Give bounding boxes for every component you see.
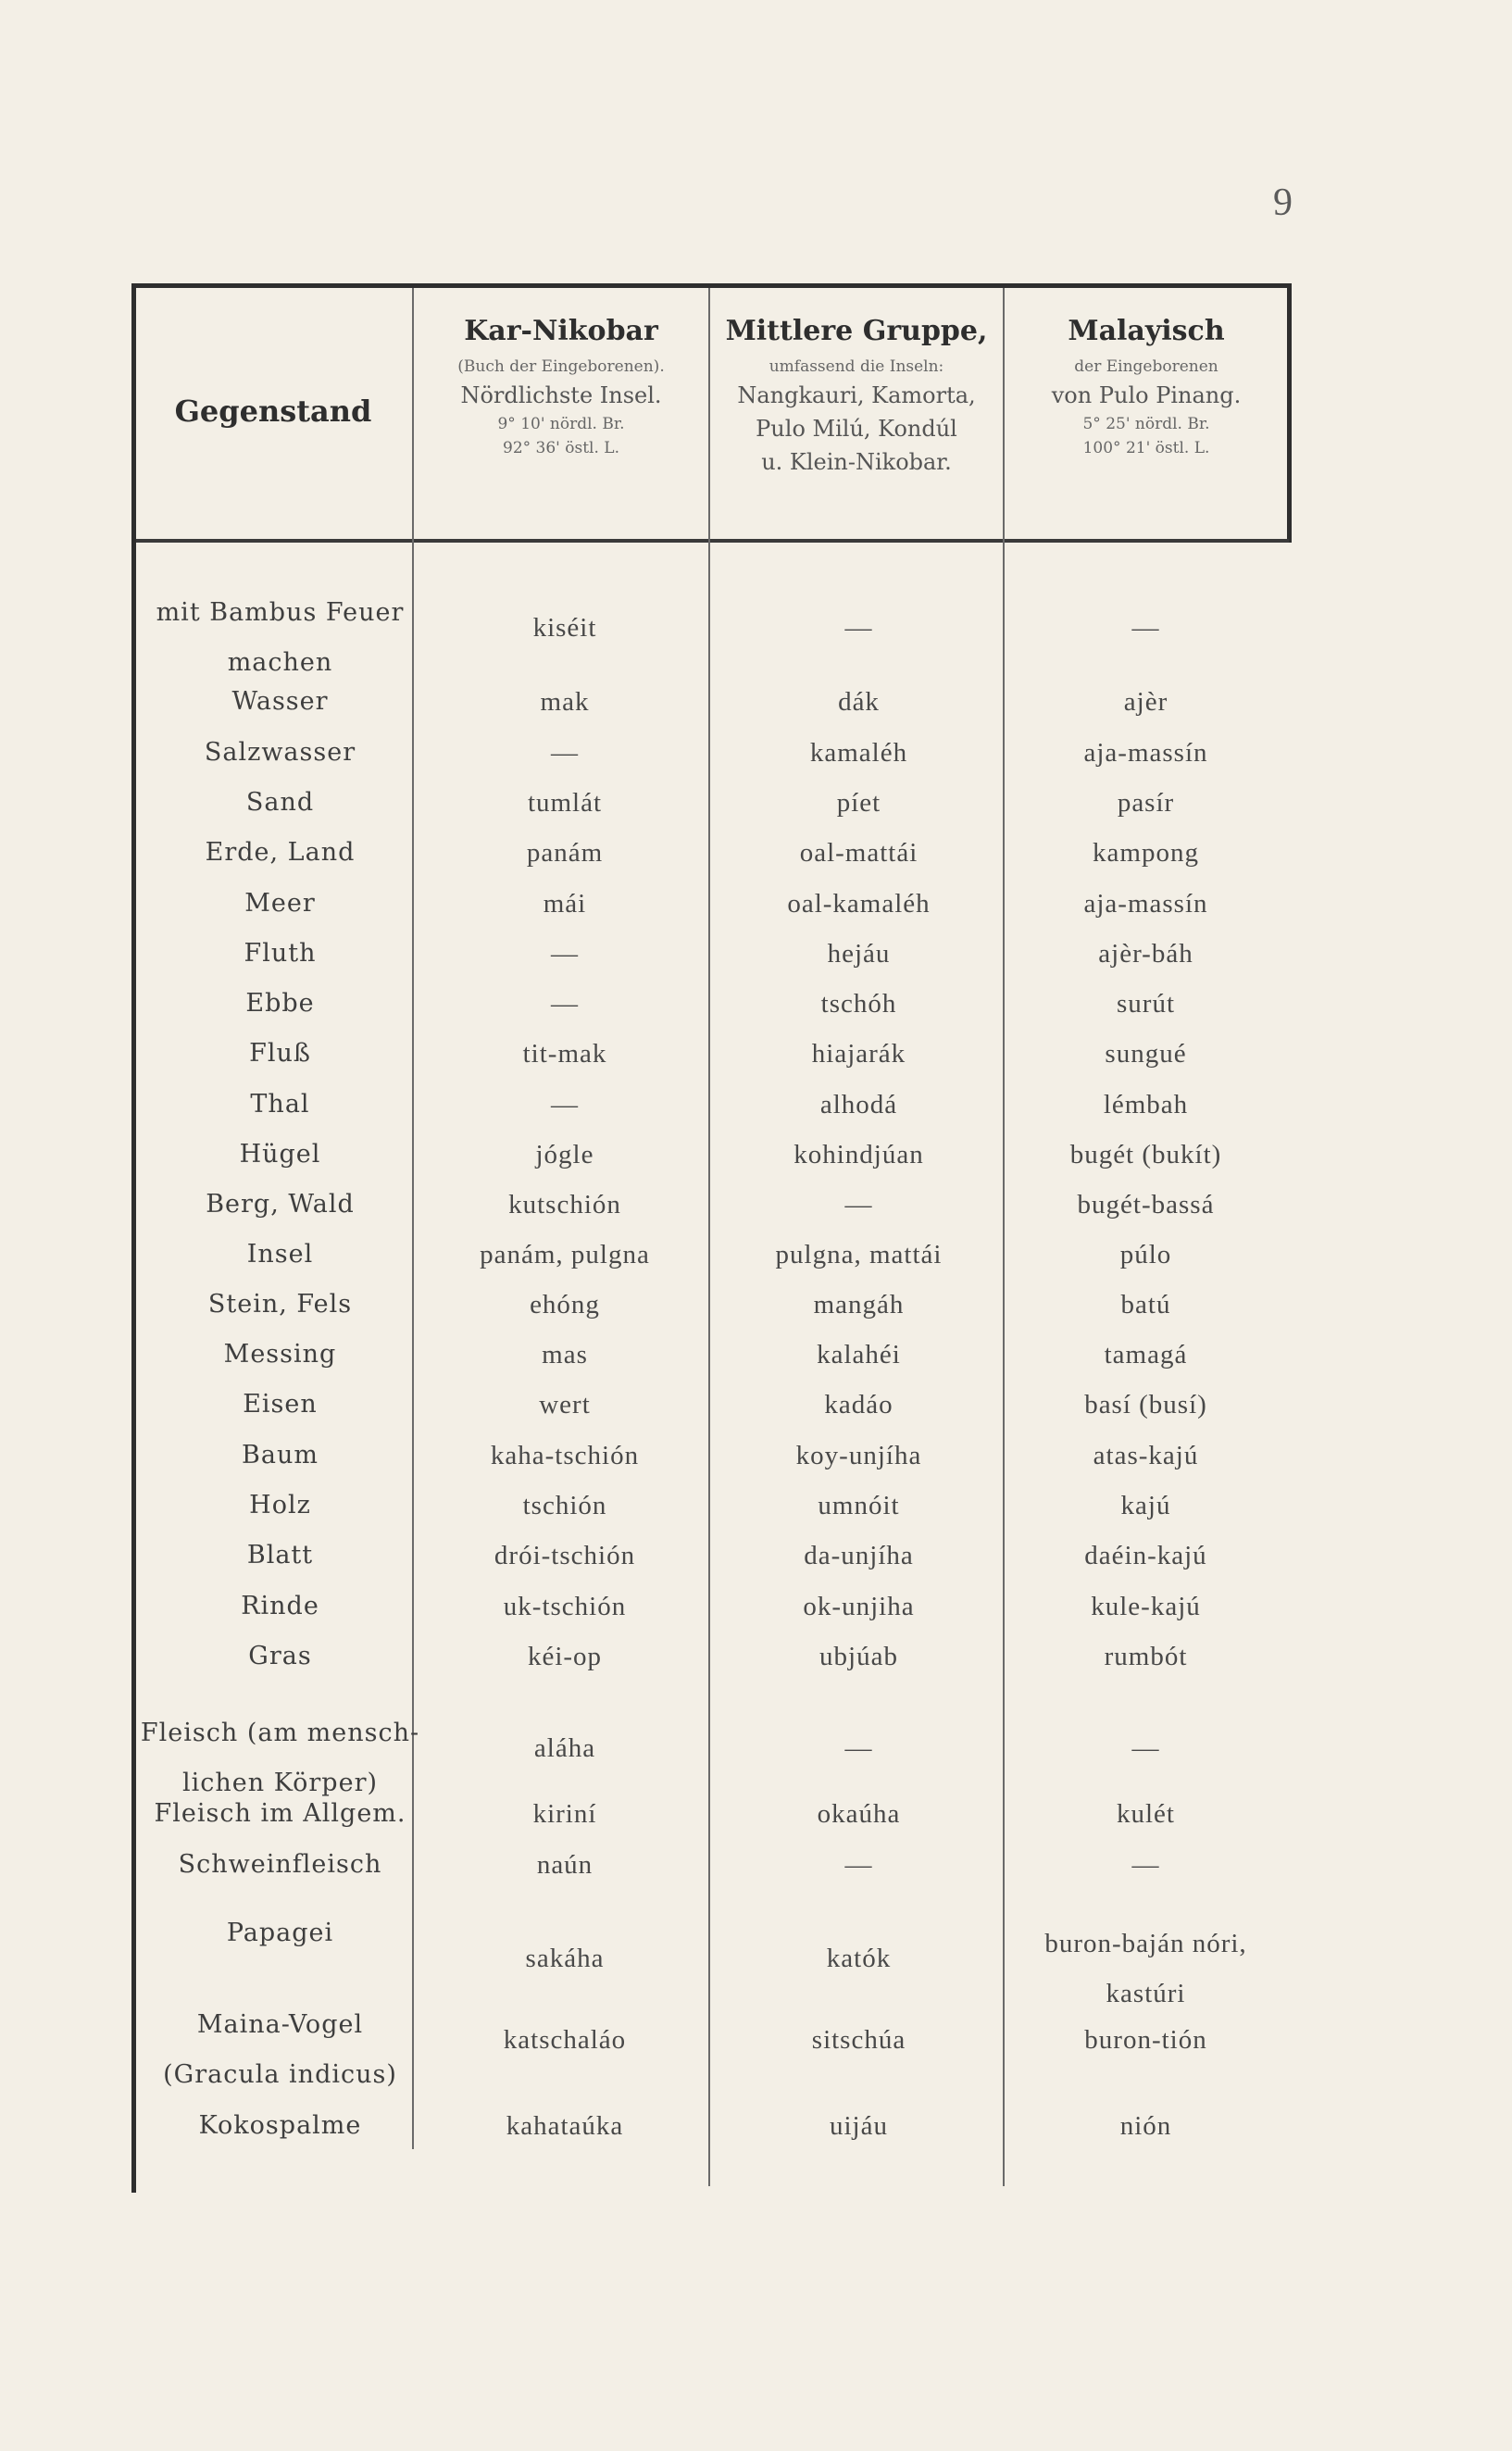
mittlere-gruppe-cell: oal-kamaléh: [787, 889, 931, 919]
kar-nikobar-cell: kaha-tschión: [490, 1441, 640, 1470]
kar-nikobar-cell: aláha: [533, 1733, 596, 1763]
malayisch-cell: tamagá: [1104, 1340, 1188, 1369]
kar-nikobar-cell: mái: [543, 889, 587, 919]
subject-cell: Salzwasser: [204, 738, 356, 767]
malayisch-cell: —: [1131, 1850, 1160, 1880]
malayisch-cell: basí (busí): [1084, 1390, 1207, 1419]
mittlere-gruppe-header: [713, 315, 1000, 479]
malayisch-cell: [1005, 1919, 1287, 2019]
kar-nikobar-cell: jógle: [535, 1140, 594, 1169]
kar-nikobar-cell: mas: [542, 1340, 588, 1369]
subject-cell: Fluß: [249, 1039, 311, 1068]
subject-cell: Holz: [249, 1491, 311, 1519]
subject-cell: Baum: [242, 1441, 319, 1469]
subject-cell: [139, 1708, 421, 1808]
kar-nikobar-cell: panám: [526, 838, 604, 868]
kar-nikobar-cell: drói-tschión: [494, 1541, 636, 1570]
mittlere-gruppe-cell: hejáu: [827, 939, 891, 969]
header-line: 9° 10' nördl. Br.: [497, 415, 625, 433]
mittlere-gruppe-cell: sitschúa: [811, 2025, 906, 2055]
malayisch-cell: sungué: [1105, 1039, 1187, 1069]
subject-cell: [139, 2000, 421, 2100]
malayisch-cell: lémbah: [1103, 1090, 1189, 1119]
kar-nikobar-cell: —: [551, 989, 579, 1019]
kar-nikobar-cell: —: [551, 738, 579, 768]
mittlere-gruppe-cell: kalahéi: [817, 1340, 901, 1369]
subject-cell: Sand: [245, 788, 315, 817]
malayisch-title: Malayisch: [1068, 315, 1225, 347]
page-number: 9: [1273, 181, 1293, 224]
table-right-rule: [1287, 283, 1292, 543]
malayisch-cell-line: kastúri: [1106, 1979, 1186, 2008]
mittlere-gruppe-cell: —: [844, 1190, 873, 1219]
mittlere-gruppe-cell: píet: [836, 788, 881, 818]
header-line: Nördlichste Insel.: [460, 382, 662, 408]
mittlere-gruppe-cell: —: [844, 613, 873, 643]
kar-nikobar-cell: wert: [539, 1390, 591, 1419]
header-line: 92° 36' östl. L.: [503, 439, 619, 457]
subject-cell-line: Fleisch (am mensch-: [140, 1719, 420, 1747]
subject-cell: Ebbe: [245, 989, 315, 1018]
subject-cell: Schweinfleisch: [178, 1850, 382, 1879]
subject-cell: Stein, Fels: [207, 1290, 353, 1319]
mittlere-gruppe-title: Mittlere Gruppe,: [725, 315, 988, 347]
mittlere-gruppe-cell: ok-unjiha: [803, 1592, 915, 1621]
subject-cell-line: Maina-Vogel: [196, 2010, 364, 2039]
subject-cell: Thal: [250, 1090, 310, 1119]
subject-cell: Insel: [246, 1240, 314, 1269]
kar-nikobar-cell: —: [551, 939, 579, 969]
kar-nikobar-cell: kiséit: [532, 613, 597, 643]
header-line: 5° 25' nördl. Br.: [1082, 415, 1210, 433]
malayisch-cell: buron-tión: [1084, 2025, 1207, 2055]
column-divider-2: [708, 288, 710, 2186]
mittlere-gruppe-cell: okaúha: [817, 1799, 901, 1829]
mittlere-gruppe-cell: kamaléh: [809, 738, 908, 768]
malayisch-cell: atas-kajú: [1093, 1441, 1199, 1470]
malayisch-cell: aja-massín: [1083, 738, 1208, 768]
subject-cell: Meer: [244, 889, 316, 918]
subject-cell: Erde, Land: [205, 838, 356, 867]
subject-cell: Messing: [223, 1340, 337, 1369]
malayisch-cell: batú: [1120, 1290, 1171, 1319]
mittlere-gruppe-cell: katók: [826, 1944, 892, 1973]
header-line: 100° 21' östl. L.: [1082, 439, 1210, 457]
kar-nikobar-cell: katschaláo: [503, 2025, 627, 2055]
subject-cell-line: machen: [227, 648, 333, 677]
malayisch-cell: ajèr: [1123, 687, 1168, 717]
malayisch-cell: surút: [1117, 989, 1175, 1019]
mittlere-gruppe-cell: hiajarák: [811, 1039, 906, 1069]
kar-nikobar-cell: kahataúka: [506, 2111, 624, 2141]
subject-column-header: Gegenstand: [174, 394, 372, 429]
kar-nikobar-cell: panám, pulgna: [480, 1240, 650, 1269]
malayisch-cell: kampong: [1093, 838, 1199, 868]
subject-cell-line: mit Bambus Feuer: [156, 598, 405, 627]
malayisch-cell: —: [1131, 613, 1160, 643]
malayisch-cell: púlo: [1119, 1240, 1172, 1269]
header-line: der Eingeborenen: [1074, 357, 1218, 376]
kar-nikobar-cell: mak: [540, 687, 590, 717]
malayisch-cell: kule-kajú: [1091, 1592, 1201, 1621]
kar-nikobar-cell: tit-mak: [522, 1039, 607, 1069]
kar-nikobar-cell: kiriní: [532, 1799, 597, 1829]
kar-nikobar-header: [417, 315, 706, 460]
kar-nikobar-cell: tumlát: [527, 788, 603, 818]
malayisch-header: [1007, 315, 1285, 460]
header-line: Nangkauri, Kamorta,: [737, 382, 976, 408]
subject-cell: Hügel: [239, 1140, 321, 1169]
malayisch-cell: ajèr-báh: [1098, 939, 1193, 969]
malayisch-cell: aja-massín: [1083, 889, 1208, 919]
mittlere-gruppe-cell: dák: [838, 687, 880, 717]
kar-nikobar-cell: kutschión: [508, 1190, 621, 1219]
subject-cell: Rinde: [241, 1592, 319, 1620]
subject-cell: Papagei: [226, 1919, 334, 1947]
kar-nikobar-cell: tschión: [522, 1491, 607, 1520]
mittlere-gruppe-cell: oal-mattái: [799, 838, 918, 868]
subject-cell: Kokospalme: [198, 2111, 362, 2140]
mittlere-gruppe-cell: tschóh: [820, 989, 897, 1019]
kar-nikobar-cell: kéi-op: [527, 1642, 603, 1671]
kar-nikobar-title: Kar-Nikobar: [464, 315, 658, 347]
malayisch-cell: kulét: [1117, 1799, 1175, 1829]
subject-cell: Fleisch im Allgem.: [154, 1799, 406, 1828]
mittlere-gruppe-cell: mangáh: [813, 1290, 905, 1319]
subject-cell: Blatt: [246, 1541, 314, 1569]
mittlere-gruppe-cell: kadáo: [824, 1390, 893, 1419]
subject-cell: [139, 588, 421, 688]
mittlere-gruppe-cell: uijáu: [830, 2111, 888, 2141]
kar-nikobar-cell: —: [551, 1090, 579, 1119]
malayisch-cell: pasír: [1117, 788, 1175, 818]
subject-cell: Gras: [248, 1642, 312, 1670]
mittlere-gruppe-cell: —: [844, 1850, 873, 1880]
subject-cell: Fluth: [244, 939, 317, 968]
malayisch-cell-line: buron-baján nóri,: [1044, 1929, 1247, 1958]
header-line: umfassend die Inseln:: [768, 357, 944, 376]
malayisch-cell: rumbót: [1104, 1642, 1188, 1671]
header-bottom-rule: [136, 539, 1289, 543]
kar-nikobar-cell: uk-tschión: [503, 1592, 627, 1621]
mittlere-gruppe-cell: alhodá: [819, 1090, 898, 1119]
malayisch-cell: bugét (bukít): [1069, 1140, 1222, 1169]
mittlere-gruppe-cell: da-unjíha: [804, 1541, 914, 1570]
subject-cell-line: lichen Körper): [181, 1769, 379, 1797]
mittlere-gruppe-cell: ubjúab: [819, 1642, 898, 1671]
mittlere-gruppe-cell: koy-unjíha: [795, 1441, 922, 1470]
kar-nikobar-cell: naún: [536, 1850, 594, 1880]
mittlere-gruppe-cell: umnóit: [818, 1491, 900, 1520]
subject-cell: Eisen: [243, 1390, 318, 1419]
mittlere-gruppe-cell: pulgna, mattái: [775, 1240, 943, 1269]
subject-cell-line: (Gracula indicus): [163, 2060, 397, 2089]
malayisch-cell: nión: [1119, 2111, 1172, 2141]
malayisch-cell: bugét-bassá: [1077, 1190, 1215, 1219]
malayisch-cell: daéin-kajú: [1084, 1541, 1207, 1570]
malayisch-cell: —: [1131, 1733, 1160, 1763]
mittlere-gruppe-cell: kohindjúan: [793, 1140, 924, 1169]
malayisch-cell: kajú: [1120, 1491, 1171, 1520]
kar-nikobar-cell: sakáha: [525, 1944, 605, 1973]
table-left-rule: [131, 285, 1295, 2193]
subject-cell: Wasser: [231, 687, 329, 716]
kar-nikobar-cell: ehóng: [530, 1290, 600, 1319]
header-line: von Pulo Pinang.: [1051, 382, 1242, 408]
subject-cell: Berg, Wald: [206, 1190, 355, 1219]
column-divider-3: [1003, 288, 1005, 2186]
mittlere-gruppe-cell: —: [844, 1733, 873, 1763]
header-line: Pulo Milú, Kondúl: [756, 416, 957, 442]
header-line: u. Klein-Nikobar.: [761, 449, 952, 475]
header-line: (Buch der Eingeborenen).: [457, 357, 665, 376]
